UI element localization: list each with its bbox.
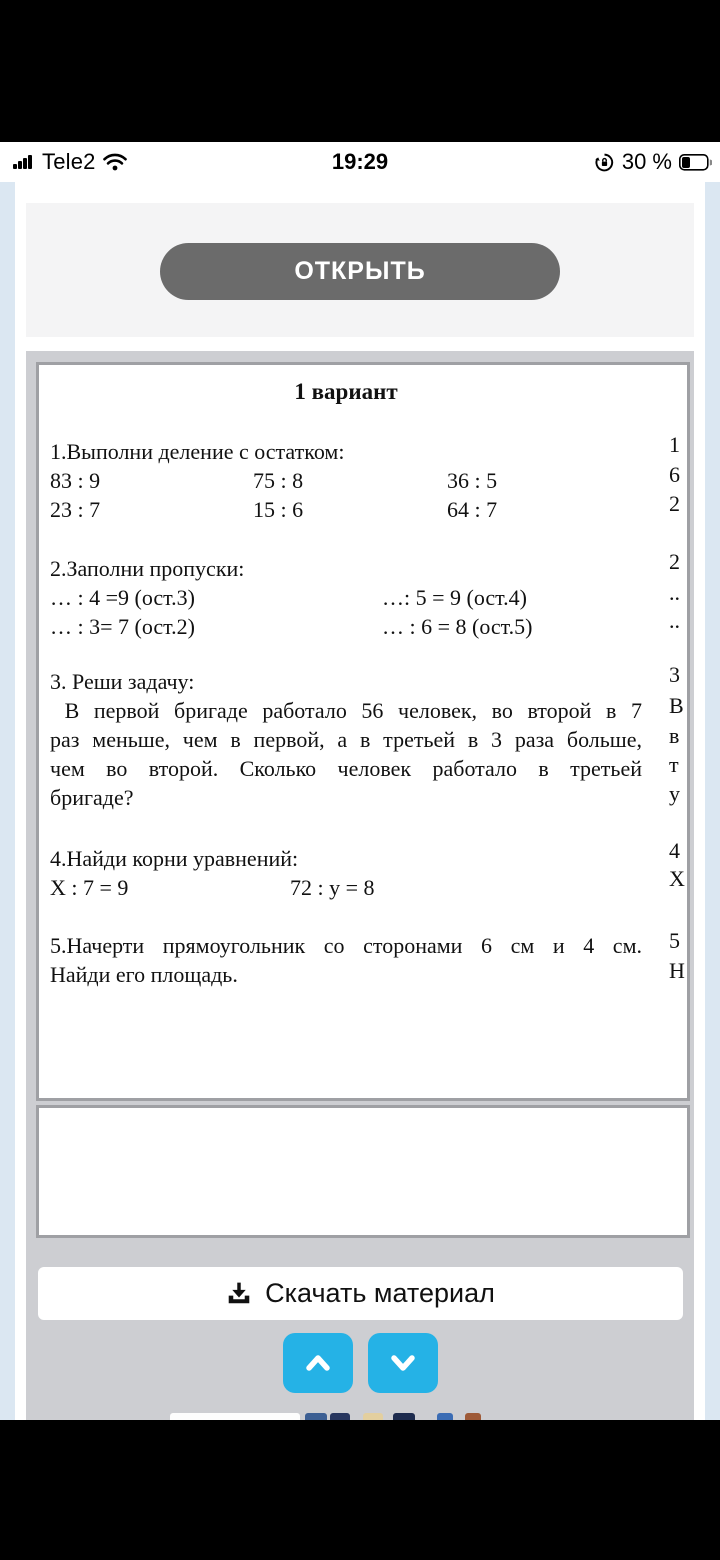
battery-percent-label: 30 %	[621, 149, 672, 174]
status-right-group	[594, 149, 712, 175]
edge-fragment: В	[669, 693, 684, 718]
document-viewer[interactable]	[26, 351, 694, 1412]
chevron-up-icon	[302, 1350, 334, 1376]
fill-blank-problem: … : 6 = 8 (ост.5)	[382, 614, 533, 639]
chevron-down-icon	[387, 1350, 419, 1376]
left-edge-strip	[0, 182, 15, 1420]
phone-screen	[0, 142, 720, 1420]
edge-fragment: 2	[669, 549, 680, 574]
edge-fragment: 3	[669, 662, 680, 687]
division-problem: 23 : 7	[50, 497, 101, 522]
task2-row	[50, 583, 642, 612]
task2-row	[50, 612, 642, 641]
sliver-item	[465, 1413, 481, 1420]
edge-fragment: Н	[669, 958, 685, 983]
clock: 19:29	[331, 149, 389, 174]
division-problem: 75 : 8	[253, 468, 304, 493]
division-problem: 36 : 5	[447, 468, 498, 493]
paragraph-line: бригаде?	[50, 785, 134, 810]
edge-fragment: 4	[669, 838, 680, 863]
edge-fragment: ..	[669, 580, 680, 605]
sliver-item	[437, 1413, 453, 1420]
edge-fragment: 1	[669, 432, 680, 457]
equation: Х : 7 = 9	[50, 875, 129, 900]
paragraph-line: В первой бригаде работало 56 человек, во второй в 7	[50, 698, 642, 723]
task4-heading: 4.Найди корни уравнений:	[50, 846, 299, 871]
carrier-label: Tele2	[42, 149, 96, 174]
battery-icon	[679, 154, 712, 171]
task1-row	[50, 495, 642, 524]
document-content	[50, 365, 642, 989]
task1-row	[50, 466, 642, 495]
paragraph-line: чем во второй. Сколько человек работало в третьей	[50, 756, 642, 781]
task4-row	[50, 873, 642, 902]
background-app-sliver	[26, 1412, 694, 1420]
download-icon	[226, 1281, 252, 1307]
page-down-button[interactable]	[368, 1333, 438, 1393]
orientation-lock-icon	[594, 152, 615, 173]
open-button[interactable]	[160, 243, 560, 300]
download-button-label: Скачать материал	[265, 1278, 495, 1308]
division-problem: 64 : 7	[447, 497, 498, 522]
sliver-item	[170, 1413, 300, 1420]
task3-paragraph	[50, 696, 642, 812]
fill-blank-problem: … : 3= 7 (ост.2)	[50, 614, 195, 639]
equation: 72 : у = 8	[290, 875, 375, 900]
paragraph-line: 5.Начерти прямоугольник со сторонами 6 см и 4 см.	[50, 933, 642, 958]
division-problem: 15 : 6	[253, 497, 304, 522]
page-up-button[interactable]	[283, 1333, 353, 1393]
task3-heading: 3. Реши задачу:	[50, 669, 195, 694]
page-title: 1 вариант	[294, 379, 398, 404]
download-material-button[interactable]	[38, 1267, 683, 1320]
open-panel	[26, 203, 694, 337]
paragraph-line: раз меньше, чем в первой, а в третьей в 3 раза больше,	[50, 727, 642, 752]
task1-heading: 1.Выполни деление с остатком:	[50, 439, 345, 464]
fill-blank-problem: …: 5 = 9 (ост.4)	[382, 585, 527, 610]
task2-heading: 2.Заполни пропуски:	[50, 556, 245, 581]
document-page-2	[36, 1105, 690, 1238]
content-column	[26, 182, 694, 1420]
right-edge-strip	[705, 182, 720, 1420]
sliver-item	[330, 1413, 350, 1420]
document-page-1	[36, 362, 690, 1101]
edge-fragment: 2	[669, 491, 680, 516]
task5-paragraph	[50, 931, 642, 989]
sliver-item	[393, 1413, 415, 1420]
division-problem: 83 : 9	[50, 468, 101, 493]
status-bar	[0, 142, 720, 182]
edge-fragment: Х	[669, 866, 685, 891]
fill-blank-problem: … : 4 =9 (ост.3)	[50, 585, 195, 610]
edge-fragment: ..	[669, 608, 680, 633]
sliver-item	[363, 1413, 383, 1420]
edge-fragment: т	[669, 752, 679, 777]
edge-fragment: 5	[669, 928, 680, 953]
edge-fragment: у	[669, 781, 680, 806]
page-navigation	[26, 1333, 694, 1393]
open-button-label: ОТКРЫТЬ	[294, 257, 426, 285]
paragraph-line: Найди его площадь.	[50, 962, 238, 987]
edge-fragment: 6	[669, 462, 680, 487]
sliver-item	[305, 1413, 327, 1420]
edge-fragment: в	[669, 723, 680, 748]
